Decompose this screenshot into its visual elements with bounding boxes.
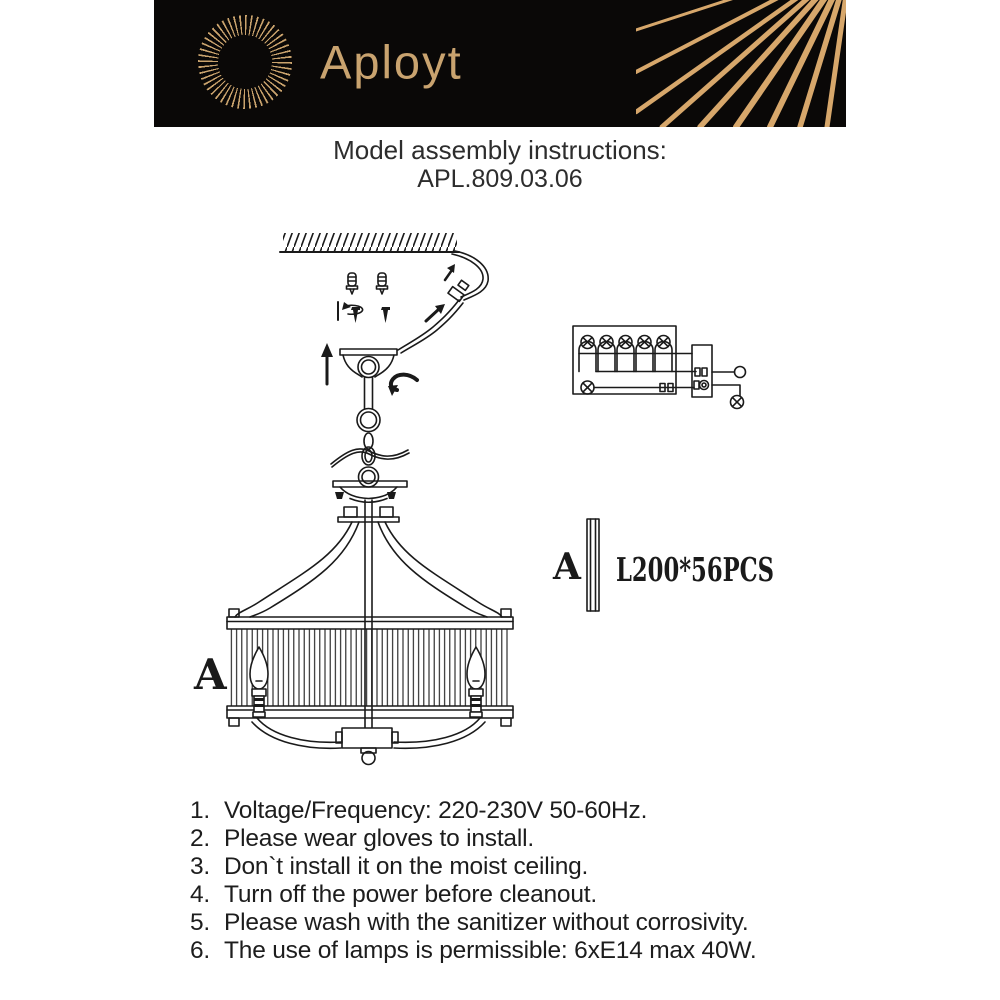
wall-anchor-icons [347, 273, 388, 294]
rotate-arrow-icon [338, 302, 363, 320]
frame-arms [235, 522, 502, 617]
title-block [0, 135, 1000, 193]
up-arrow-icon [321, 343, 333, 384]
item-text: Please wash with the sanitizer without corrosivity. [224, 909, 749, 936]
item-number: 6. [190, 937, 211, 964]
item-number: 3. [190, 853, 211, 880]
hanger-brackets [338, 507, 399, 522]
item-number: 1. [190, 797, 211, 824]
gold-rays-decoration [636, 0, 846, 127]
wiring-diagram [573, 326, 746, 409]
item-text: Please wear gloves to install. [224, 825, 534, 852]
legend-label-a: A [553, 546, 581, 588]
instruction-item [190, 853, 757, 881]
model-number: APL.809.03.06 [417, 165, 583, 193]
item-number: 2. [190, 825, 211, 852]
item-number: 4. [190, 881, 211, 908]
instruction-item [190, 881, 757, 909]
fixture-top-cap [333, 481, 407, 502]
screw-icons [351, 307, 390, 323]
brand-banner [154, 0, 846, 127]
instruction-item [190, 937, 757, 965]
instruction-item [190, 909, 757, 937]
mains-wire-connector [398, 251, 488, 353]
hook-arrow-icon [388, 375, 417, 396]
legend-part-code: L200*56PCS [616, 550, 774, 589]
instructions-list [190, 797, 757, 965]
item-text: The use of lamps is permissible: 6xE14 max 40W. [224, 937, 757, 964]
chain-links [357, 409, 380, 488]
brand-name: Aployt [320, 34, 463, 88]
legend-glass-rod [587, 519, 599, 611]
page-title: Model assembly instructions: [333, 135, 667, 165]
item-text: Turn off the power before cleanout. [224, 881, 597, 908]
sunburst-logo-icon [189, 6, 301, 118]
item-text: Voltage/Frequency: 220-230V 50-60Hz. [224, 797, 648, 824]
label-a-left: A [194, 650, 227, 699]
center-hub [336, 728, 398, 765]
item-number: 5. [190, 909, 211, 936]
ceiling-hatch [280, 233, 459, 252]
ceiling-canopy [340, 349, 397, 409]
instruction-item [190, 797, 757, 825]
assembly-diagram [150, 205, 850, 790]
instruction-item [190, 825, 757, 853]
item-text: Don`t install it on the moist ceiling. [224, 853, 589, 880]
